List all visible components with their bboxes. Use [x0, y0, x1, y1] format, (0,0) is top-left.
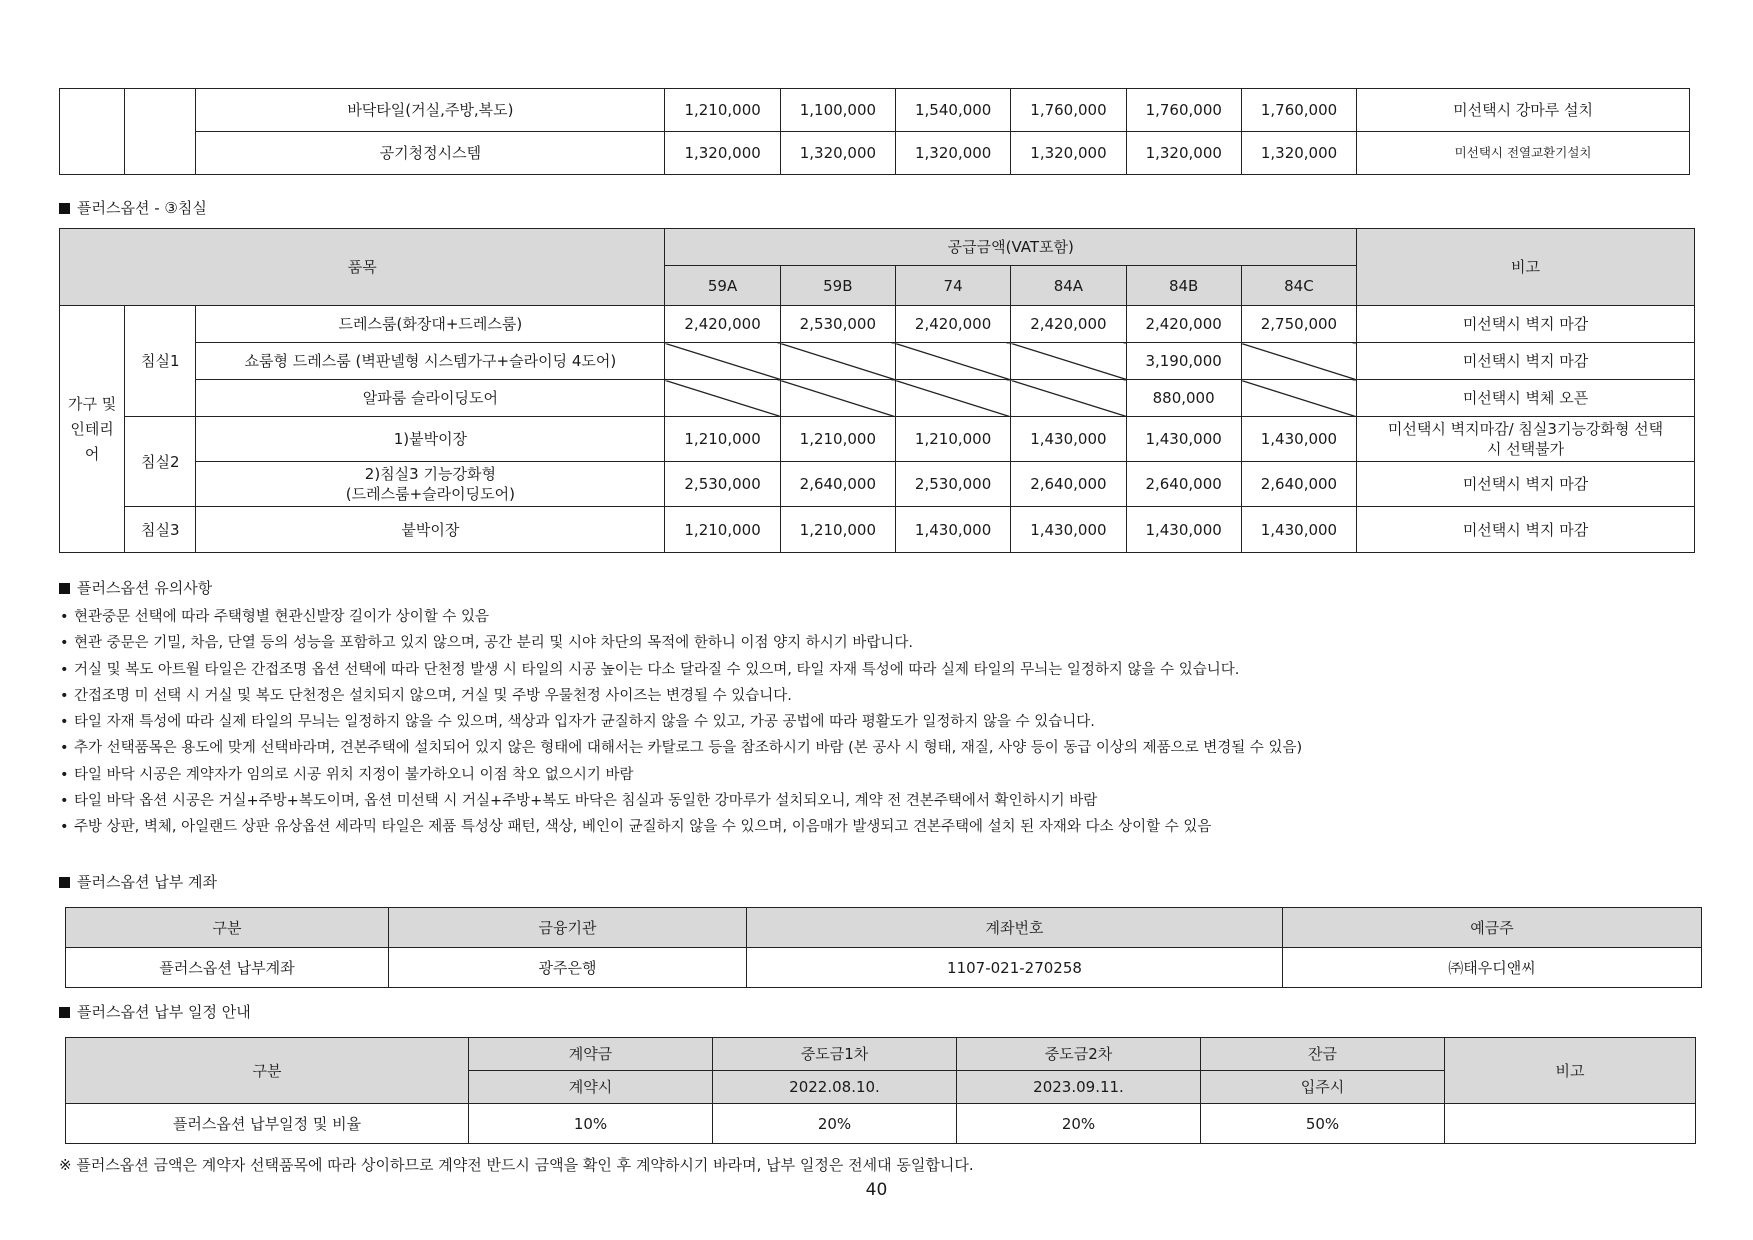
- price-cell: 1,210,000: [665, 89, 780, 132]
- list-item: [60, 630, 1302, 656]
- header-note: 비고: [1357, 229, 1695, 306]
- schedule-section-title: [59, 1002, 251, 1022]
- price-cell: 2,530,000: [665, 462, 780, 507]
- section-title-text: 플러스옵션 - ③침실: [77, 199, 207, 217]
- price-cell: 2,420,000: [665, 306, 780, 343]
- ratio-cell: 20%: [713, 1104, 957, 1144]
- price-cell: 2,750,000: [1241, 306, 1356, 343]
- price-cell: 2,640,000: [780, 462, 895, 507]
- price-cell: 2,530,000: [895, 462, 1010, 507]
- price-cell: 2,420,000: [1011, 306, 1126, 343]
- table-row: [60, 507, 1695, 553]
- note-cell: 미선택시 벽지 마감: [1357, 507, 1695, 553]
- price-cell: 1,430,000: [1011, 417, 1126, 462]
- note-text: 타일 바닥 옵션 시공은 거실+주방+복도이며, 옵션 미선택 시 거실+주방+복도 바닥은 침실과 동일한 강마루가 설치되오니, 계약 전 견본주택에서 확인하시기 바람: [74, 793, 1098, 810]
- table-row: [66, 948, 1702, 988]
- footnote: ※ 플러스옵션 금액은 계약자 선택품목에 따라 상이하므로 계약전 반드시 금액을 확인 후 계약하시기 바라며, 납부 일정은 전세대 동일합니다.: [59, 1156, 974, 1174]
- price-cell: 1,430,000: [1241, 417, 1356, 462]
- bullet-dot-icon: •: [60, 819, 69, 836]
- bedroom-option-table: [59, 228, 1695, 553]
- notes-list: [60, 604, 1302, 841]
- header-note: 비고: [1445, 1038, 1696, 1104]
- item-cell: 1)붙박이장: [196, 417, 665, 462]
- table-row: [60, 306, 1695, 343]
- price-cell: 1,210,000: [665, 417, 780, 462]
- section-title-text: 플러스옵션 납부 계좌: [77, 873, 217, 891]
- room-cell: 침실3: [125, 507, 196, 553]
- header-date: 계약시: [469, 1071, 713, 1104]
- bullet-dot-icon: •: [60, 793, 69, 810]
- price-cell: 2,640,000: [1126, 462, 1241, 507]
- square-bullet-icon: [59, 877, 70, 888]
- price-cell: 2,640,000: [1011, 462, 1126, 507]
- bedroom-section-title: [59, 198, 207, 218]
- price-cell: 1,320,000: [665, 132, 780, 175]
- note-text: 현관 중문은 기밀, 차음, 단열 등의 성능을 포함하고 있지 않으며, 공간 분리 및 시야 차단의 목적에 한하니 이점 양지 하시기 바랍니다.: [74, 635, 913, 652]
- price-cell: 2,420,000: [1126, 306, 1241, 343]
- price-cell: 2,420,000: [895, 306, 1010, 343]
- price-cell: 1,320,000: [780, 132, 895, 175]
- note-text: 타일 자재 특성에 따라 실제 타일의 무늬는 일정하지 않을 수 있으며, 색상과 입자가 균질하지 않을 수 있고, 가공 공법에 따라 평활도가 일정하지 않을 수 있습니다.: [74, 714, 1095, 731]
- item-cell: 드레스룸(화장대+드레스룸): [196, 306, 665, 343]
- bullet-dot-icon: •: [60, 661, 69, 678]
- note-cell: 미선택시 벽지 마감: [1357, 343, 1695, 380]
- header-installment: 중도금2차: [957, 1038, 1201, 1071]
- not-applicable-cell: [1241, 380, 1356, 417]
- note-text: 현관중문 선택에 따라 주택형별 현관신발장 길이가 상이할 수 있음: [74, 609, 490, 625]
- room-cell: 침실1: [125, 306, 196, 417]
- account-holder: ㈜태우디앤씨: [1283, 948, 1702, 988]
- price-cell: 1,760,000: [1011, 89, 1126, 132]
- account-table: [65, 907, 1702, 988]
- price-cell: 1,210,000: [780, 417, 895, 462]
- table-row: [60, 380, 1695, 417]
- not-applicable-cell: [1241, 343, 1356, 380]
- section-title-text: 플러스옵션 유의사항: [77, 579, 213, 597]
- item-cell: 붙박이장: [196, 507, 665, 553]
- header-date: 입주시: [1201, 1071, 1445, 1104]
- bullet-dot-icon: •: [60, 740, 69, 757]
- table-row: [60, 462, 1695, 507]
- price-cell: 1,430,000: [1241, 507, 1356, 553]
- price-cell: 1,320,000: [896, 132, 1011, 175]
- square-bullet-icon: [59, 203, 70, 214]
- item-cell: 공기청정시스템: [196, 132, 665, 175]
- table-row: [60, 417, 1695, 462]
- notes-section-title: [59, 578, 212, 598]
- price-cell: 1,210,000: [780, 507, 895, 553]
- note-cell: [1445, 1104, 1696, 1144]
- header-row: [66, 908, 1702, 948]
- price-cell: 1,540,000: [896, 89, 1011, 132]
- list-item: [60, 683, 1302, 709]
- schedule-row-label: 플러스옵션 납부일정 및 비율: [66, 1104, 469, 1144]
- header-date: 2022.08.10.: [713, 1071, 957, 1104]
- price-cell: 1,430,000: [895, 507, 1010, 553]
- note-cell: 미선택시 벽지 마감: [1357, 462, 1695, 507]
- list-item: [60, 762, 1302, 788]
- item-cell: 알파룸 슬라이딩도어: [196, 380, 665, 417]
- page-number: 40: [865, 1180, 888, 1200]
- bullet-dot-icon: •: [60, 609, 69, 625]
- item-cell: [196, 462, 665, 507]
- header-type: 84C: [1241, 266, 1356, 306]
- not-applicable-cell: [1011, 343, 1126, 380]
- not-applicable-cell: [780, 380, 895, 417]
- price-cell: 3,190,000: [1126, 343, 1241, 380]
- header-installment: 잔금: [1201, 1038, 1445, 1071]
- item-cell: 바닥타일(거실,주방,복도): [196, 89, 665, 132]
- header-type: 59B: [780, 266, 895, 306]
- room-cell: 침실2: [125, 417, 196, 507]
- account-number: 1107-021-270258: [747, 948, 1283, 988]
- note-cell: 미선택시 벽지 마감: [1357, 306, 1695, 343]
- bullet-dot-icon: •: [60, 714, 69, 731]
- price-cell: 880,000: [1126, 380, 1241, 417]
- header-supply-price: 공급금액(VAT포함): [665, 229, 1357, 266]
- square-bullet-icon: [59, 583, 70, 594]
- header-row: [60, 229, 1695, 266]
- category-label: 가구 및 인테리어: [67, 394, 117, 463]
- header-type: 59A: [665, 266, 780, 306]
- header-category: 구분: [66, 908, 389, 948]
- section-title-text: 플러스옵션 납부 일정 안내: [77, 1003, 251, 1021]
- header-installment: 계약금: [469, 1038, 713, 1071]
- list-item: [60, 814, 1302, 840]
- header-type: 74: [895, 266, 1010, 306]
- list-item: [60, 657, 1302, 683]
- note-text: 간접조명 미 선택 시 거실 및 복도 단천정은 설치되지 않으며, 거실 및 주방 우물천정 사이즈는 변경될 수 있습니다.: [74, 687, 792, 704]
- table-row: [60, 343, 1695, 380]
- note-text: 타일 바닥 시공은 계약자가 임의로 시공 위치 지정이 불가하오니 이점 착오 없으시기 바람: [74, 766, 634, 783]
- header-date: 2023.09.11.: [957, 1071, 1201, 1104]
- account-category: 플러스옵션 납부계좌: [66, 948, 389, 988]
- not-applicable-cell: [895, 380, 1010, 417]
- note-cell: 미선택시 전열교환기설치: [1357, 132, 1690, 175]
- table-row: [66, 1104, 1696, 1144]
- table-row: [60, 89, 1690, 132]
- header-type: 84B: [1126, 266, 1241, 306]
- room-cell: [125, 89, 196, 175]
- table-row: [60, 132, 1690, 175]
- price-cell: 1,760,000: [1241, 89, 1356, 132]
- ratio-cell: 10%: [469, 1104, 713, 1144]
- ratio-cell: 20%: [957, 1104, 1201, 1144]
- header-category: 구분: [66, 1038, 469, 1104]
- not-applicable-cell: [895, 343, 1010, 380]
- price-cell: 1,320,000: [1011, 132, 1126, 175]
- price-cell: 1,430,000: [1126, 507, 1241, 553]
- list-item: [60, 735, 1302, 761]
- not-applicable-cell: [665, 343, 780, 380]
- not-applicable-cell: [1011, 380, 1126, 417]
- price-cell: 1,430,000: [1126, 417, 1241, 462]
- category-cell: [60, 306, 125, 553]
- price-cell: 2,530,000: [780, 306, 895, 343]
- list-item: [60, 788, 1302, 814]
- note-cell: 미선택시 벽체 오픈: [1357, 380, 1695, 417]
- bullet-dot-icon: •: [60, 766, 69, 783]
- price-cell: 1,100,000: [780, 89, 895, 132]
- header-installment: 중도금1차: [713, 1038, 957, 1071]
- header-type: 84A: [1011, 266, 1126, 306]
- note-text: 거실 및 복도 아트월 타일은 간접조명 옵션 선택에 따라 단천정 발생 시 타일의 시공 높이는 다소 달라질 수 있으며, 타일 자재 특성에 따라 실제 타일의 무늬는 일정하지 않을 수 있습니다.: [74, 661, 1240, 678]
- floor-air-option-table: [59, 88, 1690, 175]
- item-cell: 쇼룸형 드레스룸 (벽판넬형 시스템가구+슬라이딩 4도어): [196, 343, 665, 380]
- bank-name: 광주은행: [389, 948, 747, 988]
- price-cell: 1,210,000: [665, 507, 780, 553]
- note-text: 미선택시 벽지마감/ 침실3기능강화형 선택시 선택불가: [1387, 420, 1664, 458]
- price-cell: 1,320,000: [1241, 132, 1356, 175]
- note-cell: 미선택시 강마루 설치: [1357, 89, 1690, 132]
- header-item: 품목: [60, 229, 665, 306]
- header-row: [66, 1038, 1696, 1071]
- price-cell: 1,320,000: [1126, 132, 1241, 175]
- header-account-number: 계좌번호: [747, 908, 1283, 948]
- schedule-table: [65, 1037, 1696, 1144]
- bullet-dot-icon: •: [60, 687, 69, 704]
- note-text: 주방 상판, 벽체, 아일랜드 상판 유상옵션 세라믹 타일은 제품 특성상 패턴, 색상, 베인이 균질하지 않을 수 있으며, 이음매가 발생되고 견본주택에 설치 된 자재와 다소 상이할 수 있음: [74, 819, 1212, 836]
- header-account-holder: 예금주: [1283, 908, 1702, 948]
- square-bullet-icon: [59, 1007, 70, 1018]
- not-applicable-cell: [780, 343, 895, 380]
- price-cell: 1,760,000: [1126, 89, 1241, 132]
- account-section-title: [59, 872, 217, 892]
- item-line2: (드레스룸+슬라이딩도어): [345, 485, 515, 503]
- ratio-cell: 50%: [1201, 1104, 1445, 1144]
- header-bank: 금융기관: [389, 908, 747, 948]
- price-cell: 1,210,000: [895, 417, 1010, 462]
- bullet-dot-icon: •: [60, 635, 69, 652]
- list-item: [60, 604, 1302, 630]
- price-cell: 1,430,000: [1011, 507, 1126, 553]
- price-cell: 2,640,000: [1241, 462, 1356, 507]
- category-cell: [60, 89, 125, 175]
- note-text: 추가 선택품목은 용도에 맞게 선택바라며, 견본주택에 설치되어 있지 않은 형태에 대해서는 카탈로그 등을 참조하시기 바람 (본 공사 시 형태, 재질, 사양 등이 동급 이상의 제품으로 변경될 수 있음): [74, 740, 1303, 757]
- not-applicable-cell: [665, 380, 780, 417]
- list-item: [60, 709, 1302, 735]
- note-cell: [1357, 417, 1695, 462]
- item-line1: 2)침실3 기능강화형: [364, 465, 496, 483]
